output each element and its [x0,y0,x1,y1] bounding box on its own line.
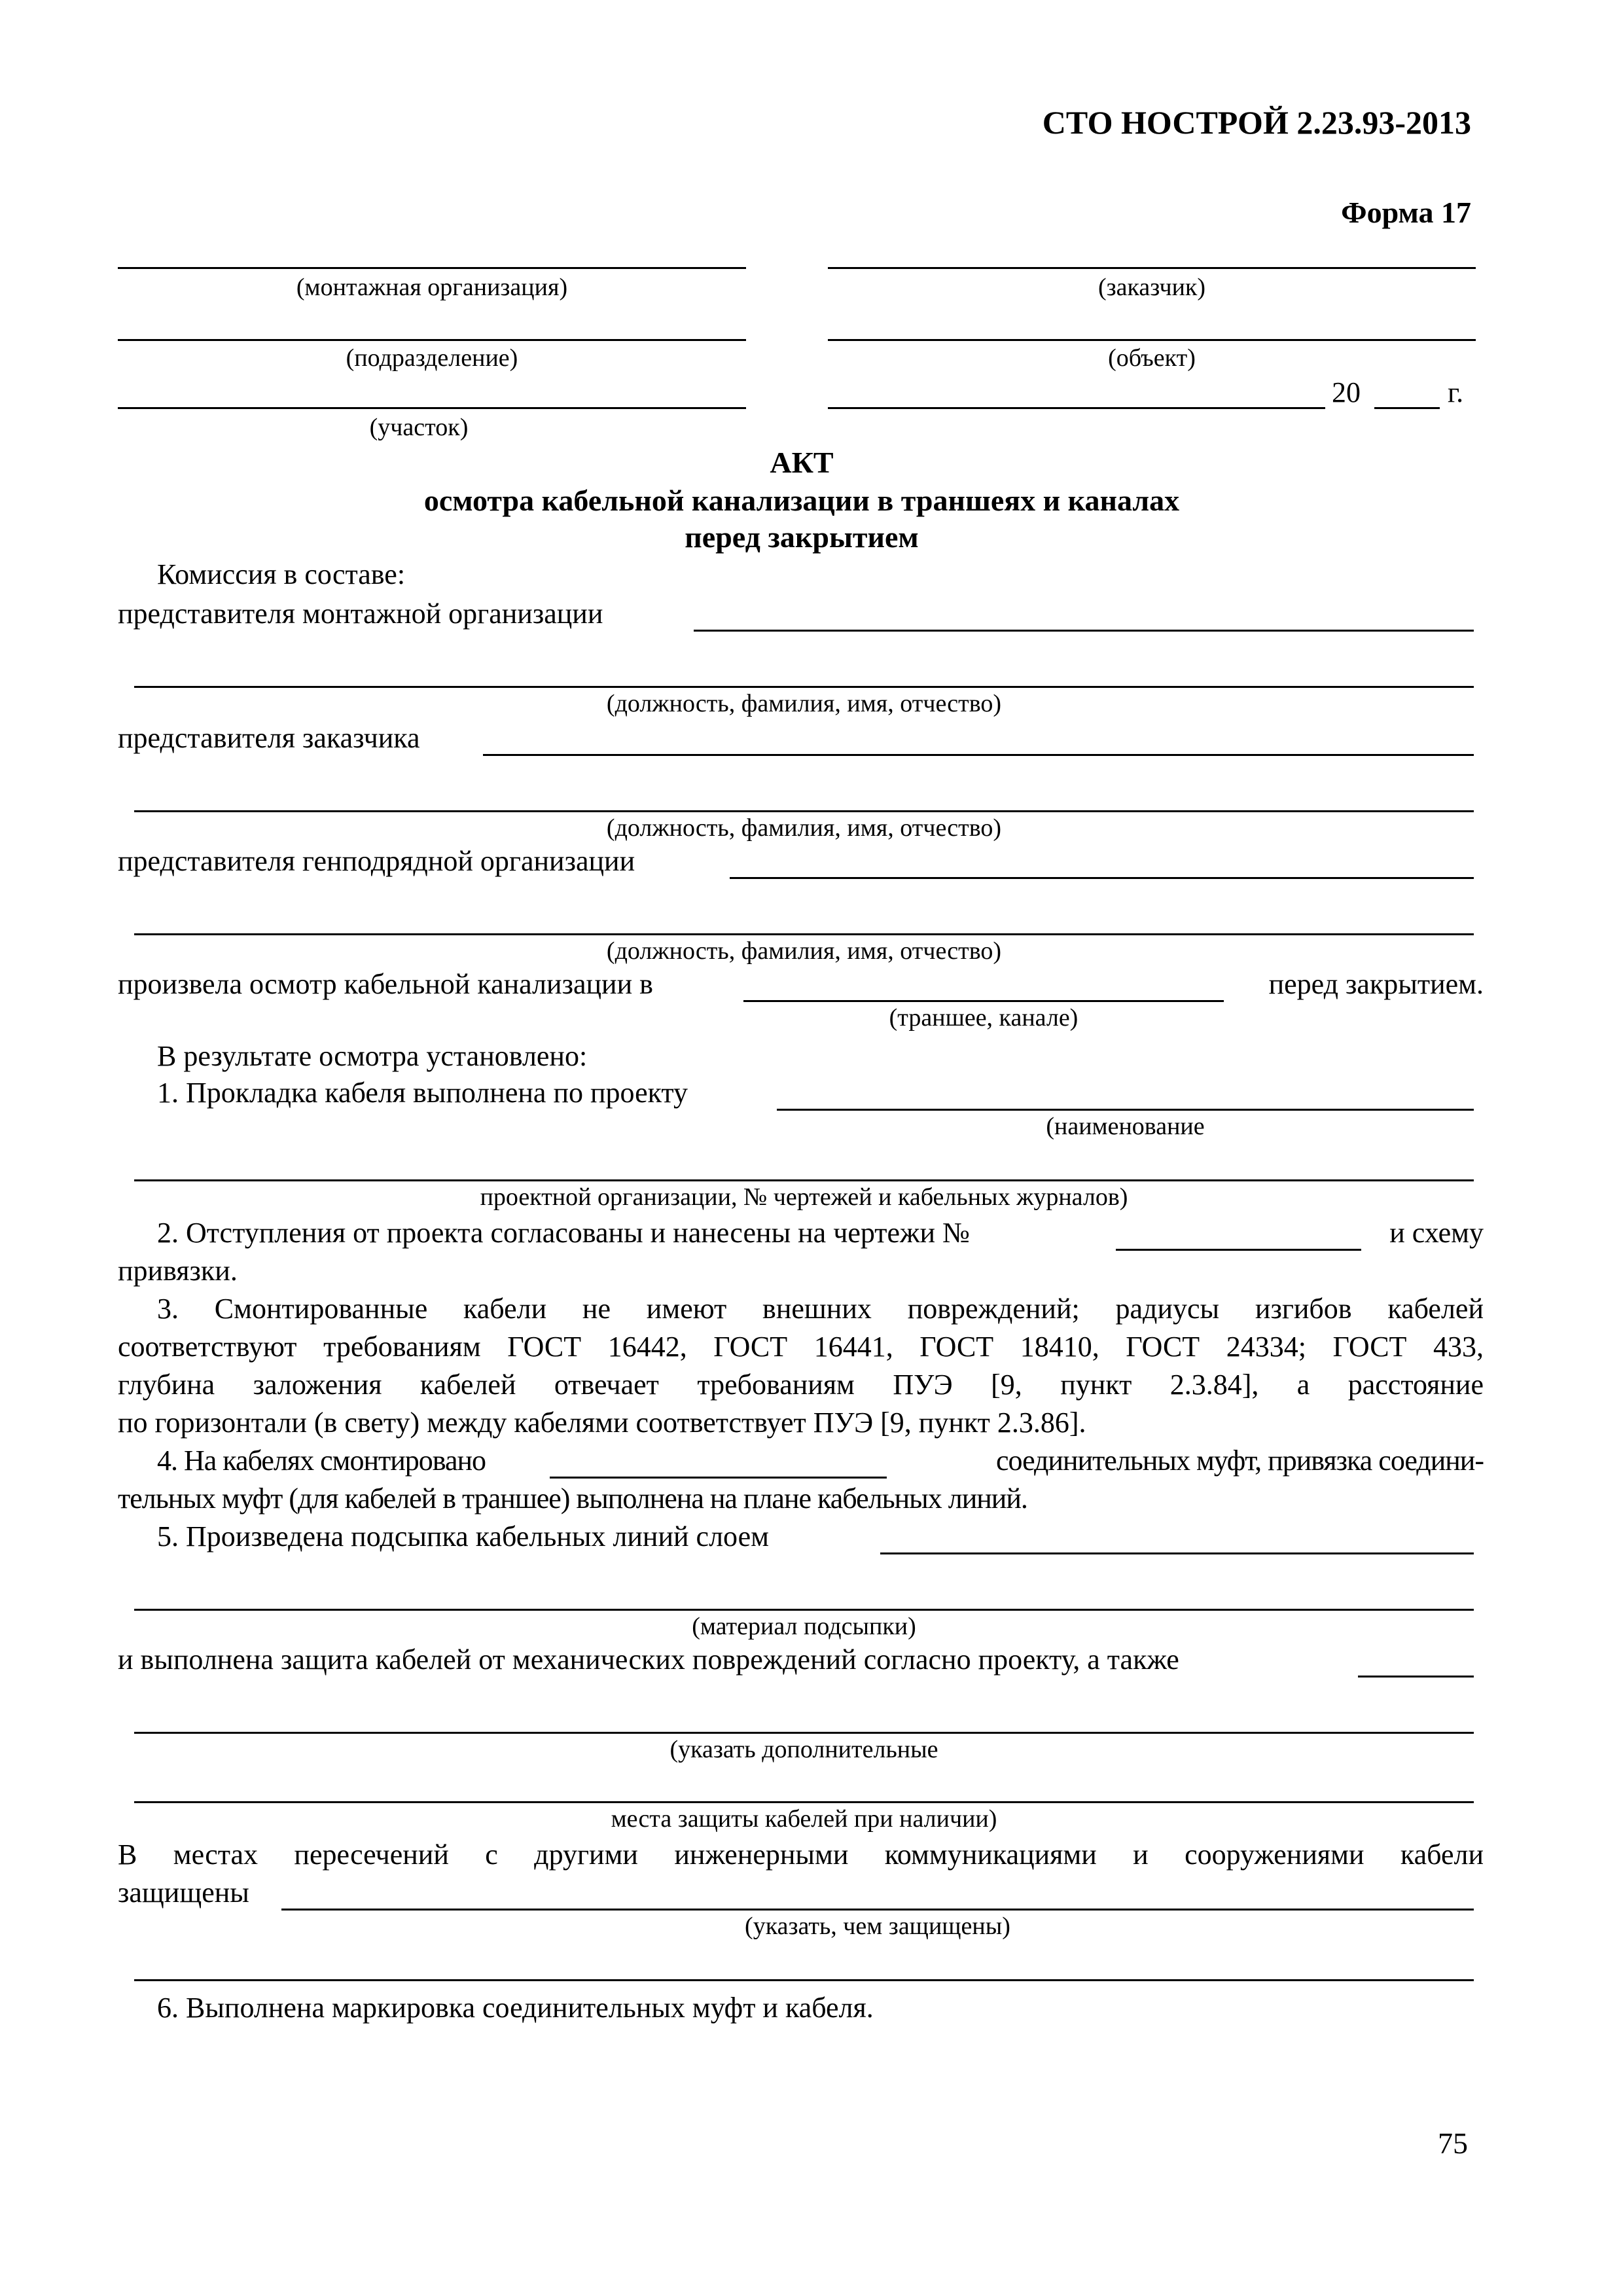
act-subtitle-line2: перед закрытием [685,520,919,554]
item2-line [1116,1249,1361,1251]
cross-caption: (указать, чем защищены) [745,1912,1010,1940]
item1-text: 1. Прокладка кабеля выполнена по проекту [157,1077,688,1109]
cross-line2: защищены [118,1876,249,1909]
item3-line3: глубина заложения кабелей отвечает требованиям ПУЭ [9, пункт 2.3.84], а расстояние [118,1369,1484,1401]
customer-caption: (заказчик) [1097,274,1206,301]
rep-mount-line [694,630,1474,632]
rep-mount-label: представителя монтажной организации [118,598,603,630]
org-caption: (монтажная организация) [296,274,568,301]
item5-text: 5. Произведена подсыпка кабельных линий слоем [157,1520,769,1552]
item3-line4: по горизонтали (в свету) между кабелями соответствует ПУЭ [9, пункт 2.3.86]. [118,1407,1086,1439]
document-code: СТО НОСТРОЙ 2.23.93-2013 [1042,104,1471,141]
item1-caption2: проектной организации, № чертежей и кабельных журналов) [480,1183,1128,1211]
item2-text: 2. Отступления от проекта согласованы и нанесены на чертежи № [157,1217,970,1249]
inspection-text-end: перед закрытием. [1268,968,1484,1000]
item5-line [880,1552,1474,1554]
item6-text: 6. Выполнена маркировка соединительных муфт и кабеля. [157,1992,874,2024]
rep-general-line [730,877,1474,879]
form-number: Форма 17 [1341,196,1471,229]
date-line [828,407,1325,409]
rep-customer-caption: (должность, фамилия, имя, отчество) [606,814,1002,842]
item2-text-cont: привязки. [118,1255,238,1287]
item4-line [550,1477,887,1479]
protect-caption2: места защиты кабелей при наличии) [611,1805,997,1833]
item5-caption: (материал подсыпки) [692,1613,916,1640]
item3-line1: 3. Смонтированные кабели не имеют внешних повреждений; радиусы изгибов кабелей [157,1293,1484,1325]
site-caption: (участок) [369,414,469,441]
org-line [118,267,746,269]
protect-line [1358,1676,1474,1677]
item5-line2 [134,1609,1474,1611]
rep-general-caption: (должность, фамилия, имя, отчество) [606,937,1002,965]
inspection-caption: (траншее, канале) [889,1004,1079,1031]
protect-line3 [134,1801,1474,1803]
protect-line2 [134,1732,1474,1734]
page-number: 75 [1438,2126,1468,2160]
site-line [118,407,746,409]
rep-mount-caption: (должность, фамилия, имя, отчество) [606,690,1002,717]
rep-general-line2 [134,933,1474,935]
division-line [118,339,746,341]
customer-line [828,267,1476,269]
item4-text-end: соединительных муфт, привязка соедини- [996,1444,1484,1477]
item4-text: 4. На кабелях смонтировано [157,1444,486,1477]
year-suffix: г. [1448,376,1464,408]
result-intro: В результате осмотра установлено: [157,1040,588,1072]
commission-intro: Комиссия в составе: [157,558,406,590]
year-prefix: 20 [1332,376,1361,408]
item3-line2: соответствуют требованиям ГОСТ 16442, ГОСТ 16441, ГОСТ 18410, ГОСТ 24334; ГОСТ 433, [118,1331,1484,1363]
protect-text: и выполнена защита кабелей от механических повреждений согласно проекту, а также [118,1643,1179,1676]
item1-caption1: (наименование [1046,1113,1205,1140]
rep-customer-line [483,754,1474,756]
cross-line2-blank [134,1979,1474,1981]
item2-text-end: и схему [1389,1217,1484,1249]
rep-customer-label: представителя заказчика [118,722,420,754]
object-caption: (объект) [1108,344,1196,372]
item4-line2: тельных муфт (для кабелей в траншее) выполнена на плане кабельных линий. [118,1482,1027,1515]
act-subtitle-line1: осмотра кабельной канализации в траншеях и каналах [423,484,1180,517]
rep-general-label: представителя генподрядной организации [118,845,635,877]
item1-line2 [134,1179,1474,1181]
item1-line [777,1109,1474,1111]
act-title: АКТ [770,446,834,479]
rep-customer-line2 [134,810,1474,812]
cross-line1: В местах пересечений с другими инженерными коммуникациями и сооружениями кабели [118,1839,1484,1871]
inspection-text: произвела осмотр кабельной канализации в [118,968,653,1000]
cross-line [281,1909,1474,1910]
inspection-line [743,1000,1224,1002]
rep-mount-line2 [134,686,1474,688]
object-line [828,339,1476,341]
division-caption: (подразделение) [346,344,518,372]
year-line [1374,407,1440,409]
protect-caption1: (указать дополнительные [669,1736,938,1763]
